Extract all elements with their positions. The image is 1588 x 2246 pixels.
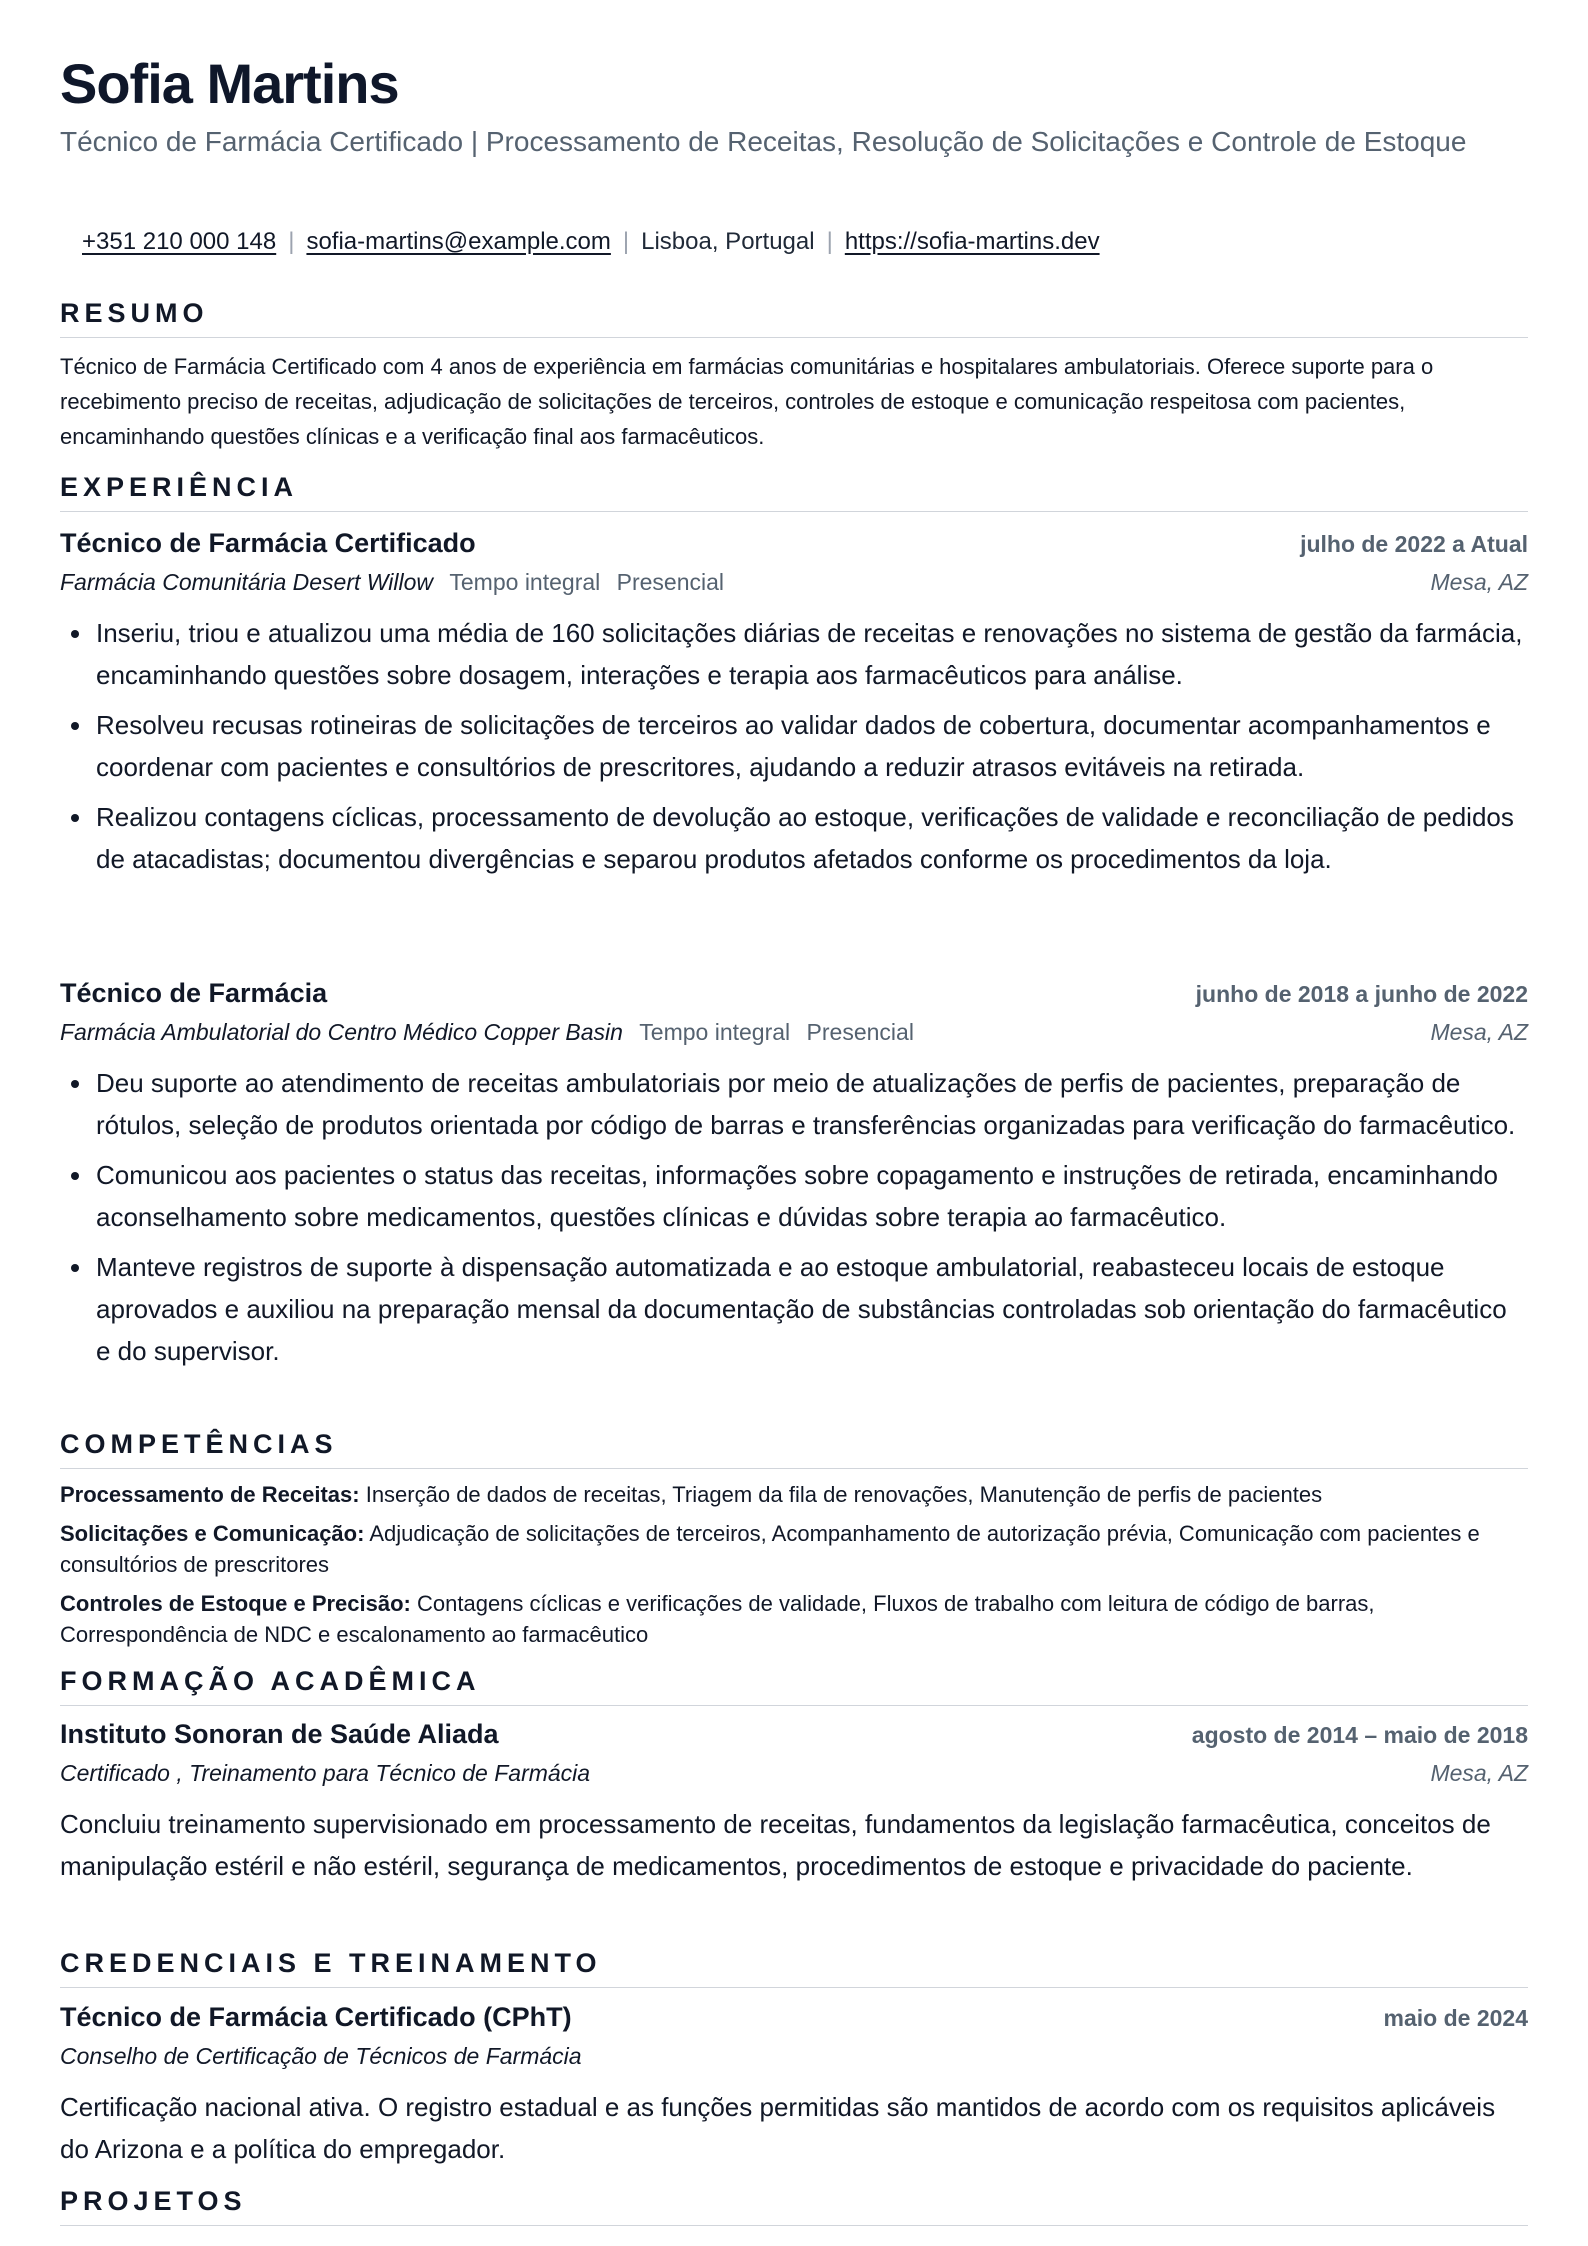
education-location: Mesa, AZ [1430, 1760, 1528, 1786]
job-bullets [60, 612, 1528, 880]
skill-value: Inserção de dados de receitas, Triagem da fila de renovações, Manutenção de perfis de pacientes [365, 1482, 1323, 1507]
job-bullet: • Realizou contagens cíclicas, processamento de devolução ao estoque, verificações de validade e reconciliação de pedidos de atacadistas; documentou divergências e separou produtos afetados conforme os procedimentos da loja. [94, 796, 1528, 880]
skill-row [60, 1479, 1528, 1510]
job-bullet: • Inseriu, triou e atualizou uma média de 160 solicitações diárias de receitas e renovações no sistema de gestão da farmácia, encaminhando questões sobre dosagem, interações e terapia aos farmacêuticos para análise. [94, 612, 1528, 696]
job-bullets [60, 1062, 1528, 1372]
job-bullet: • Deu suporte ao atendimento de receitas ambulatoriais por meio de atualizações de perfis de pacientes, preparação de rótulos, seleção de produtos orientada por código de barras e transferências organizadas para verificação do farmacêutico. [94, 1062, 1528, 1146]
skill-row [60, 1588, 1528, 1650]
job-mode: Presencial [616, 569, 725, 595]
contact-separator: | [622, 228, 630, 255]
section-title-experience: EXPERIÊNCIA [60, 472, 1528, 512]
job-title: Técnico de Farmácia Certificado [60, 528, 476, 558]
job-organization: Farmácia Comunitária Desert Willow [60, 569, 433, 595]
education-entry [60, 1719, 1528, 1887]
job-bullet: • Resolveu recusas rotineiras de solicitações de terceiros ao validar dados de cobertura, documentar acompanhamentos e coordenar com pacientes e consultórios de prescritores, ajudando a reduzir atrasos evitáveis na retirada. [94, 704, 1528, 788]
experience-entry [60, 528, 1528, 888]
job-dates: julho de 2022 a Atual [1300, 531, 1528, 557]
skill-label: Solicitações e Comunicação: [60, 1521, 365, 1546]
section-title-credentials: CREDENCIAIS E TREINAMENTO [60, 1948, 1528, 1988]
skill-label: Processamento de Receitas: [60, 1482, 360, 1507]
skill-value: Contagens cíclicas e verificações de validade, Fluxos de trabalho com leitura de código de barras, Correspondência de NDC e escalonamento ao farmacêutico [60, 1591, 1375, 1647]
location-text: Lisboa, Portugal [641, 228, 815, 255]
contact-separator: | [826, 228, 833, 255]
education-dates: agosto de 2014 – maio de 2018 [1191, 1722, 1528, 1748]
job-organization: Farmácia Ambulatorial do Centro Médico Copper Basin [60, 1019, 623, 1045]
contact-separator: | [288, 228, 295, 255]
credential-description: Certificação nacional ativa. O registro estadual e as funções permitidas são mantidos de acordo com os requisitos aplicáveis do Arizona e a política do empregador. [60, 2092, 1496, 2164]
summary-text: Técnico de Farmácia Certificado com 4 anos de experiência em farmácias comunitárias e hospitalares ambulatoriais. Oferece suporte para o recebimento preciso de receitas, adjudicação de solicitações de terceiros, controles de estoque e comunicação respeitosa com pacientes, encaminhando questões clínicas e a verificação final aos farmacêuticos. [60, 354, 1434, 449]
contact-line [82, 228, 1100, 256]
candidate-headline: Técnico de Farmácia Certificado | Processamento de Receitas, Resolução de Solicitações e Controle de Estoque [60, 126, 1467, 157]
education-program: Certificado , Treinamento para Técnico de Farmácia [60, 1760, 591, 1786]
section-title-skills: COMPETÊNCIAS [60, 1429, 1528, 1469]
email-link[interactable]: sofia-martins@example.com [306, 228, 611, 255]
job-dates: junho de 2018 a junho de 2022 [1195, 981, 1528, 1007]
job-mode: Presencial [806, 1019, 914, 1045]
education-institution: Instituto Sonoran de Saúde Aliada [60, 1719, 499, 1749]
skill-row [60, 1518, 1528, 1580]
phone-link[interactable]: +351 210 000 148 [82, 228, 277, 255]
credential-issuer: Conselho de Certificação de Técnicos de Farmácia [60, 2043, 582, 2069]
candidate-name: Sofia Martins [60, 52, 399, 115]
section-title-education: FORMAÇÃO ACADÊMICA [60, 1666, 1528, 1706]
section-title-projects: PROJETOS [60, 2186, 1528, 2226]
job-bullet: • Comunicou aos pacientes o status das receitas, informações sobre copagamento e instruções de retirada, encaminhando aconselhamento sobre medicamentos, questões clínicas e dúvidas sobre terapia ao farmacêutico. [94, 1154, 1528, 1238]
credential-entry [60, 2002, 1528, 2170]
job-type: Tempo integral [449, 569, 601, 595]
skills-list [60, 1479, 1528, 1658]
credential-date: maio de 2024 [1383, 2005, 1528, 2031]
education-description: Concluiu treinamento supervisionado em processamento de receitas, fundamentos da legislação farmacêutica, conceitos de manipulação estéril e não estéril, segurança de medicamentos, procedimentos de estoque e privacidade do paciente. [60, 1809, 1491, 1881]
skill-value: Adjudicação de solicitações de terceiros, Acompanhamento de autorização prévia, Comunicação com pacientes e consultórios de prescritores [60, 1521, 1480, 1577]
website-link[interactable]: https://sofia-martins.dev [844, 228, 1100, 255]
skill-label: Controles de Estoque e Precisão: [60, 1591, 411, 1616]
experience-entry [60, 978, 1528, 1380]
job-bullet: • Manteve registros de suporte à dispensação automatizada e ao estoque ambulatorial, reabasteceu locais de estoque aprovados e auxiliou na preparação mensal da documentação de substâncias controladas sob orientação do farmacêutico e do supervisor. [94, 1246, 1528, 1372]
credential-title: Técnico de Farmácia Certificado (CPhT) [60, 2002, 572, 2032]
section-title-summary: RESUMO [60, 298, 1528, 338]
job-location: Mesa, AZ [1430, 1019, 1528, 1045]
job-type: Tempo integral [639, 1019, 791, 1045]
job-title: Técnico de Farmácia [60, 978, 328, 1008]
job-location: Mesa, AZ [1430, 569, 1528, 595]
